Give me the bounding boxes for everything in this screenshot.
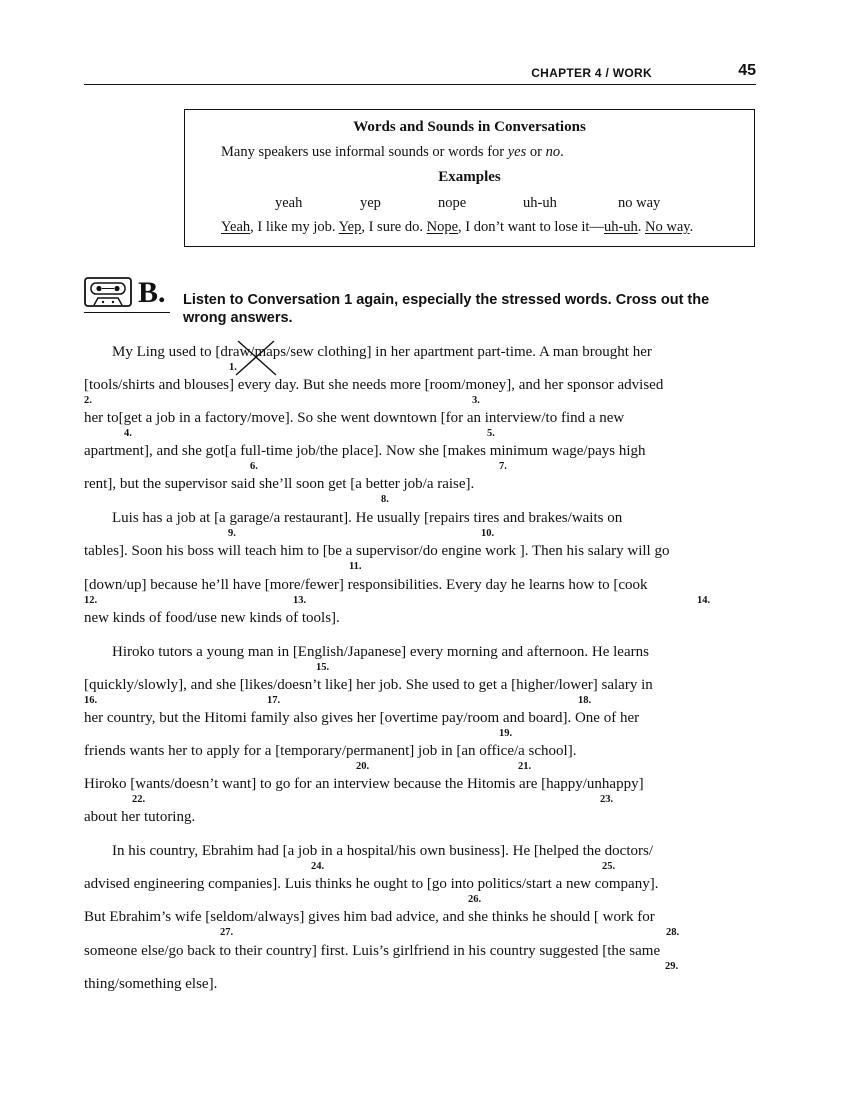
exercise-line: Luis has a job at [a garage/a restaurant]. He usually [repairs tires and brakes/waits on <box>112 510 623 526</box>
item-number: 28. <box>666 927 680 938</box>
cassette-tape-icon <box>84 277 132 307</box>
item-number: 20. <box>356 761 370 772</box>
example-word: yep <box>360 195 381 211</box>
item-number: 11. <box>349 561 362 572</box>
example-word: no way <box>618 195 661 211</box>
examples-label: Examples <box>438 169 501 185</box>
item-number: 10. <box>481 528 495 539</box>
item-number: 25. <box>602 861 616 872</box>
exercise-line: advised engineering companies]. Luis thinks he ought to [go into politics/start a new company]. <box>84 876 659 892</box>
exercise-line: someone else/go back to their country] first. Luis’s girlfriend in his country suggested [the same <box>84 943 661 959</box>
exercise-line: But Ebrahim’s wife [seldom/always] gives him bad advice, and she thinks he should [ work for <box>84 909 655 925</box>
exercise-line: My Ling used to [draw/maps/sew clothing] in her apartment part-time. A man brought her <box>112 344 652 360</box>
item-number: 24. <box>311 861 325 872</box>
item-number: 1. <box>229 362 237 373</box>
item-number: 17. <box>267 695 281 706</box>
item-number: 18. <box>578 695 592 706</box>
chapter-label: CHAPTER 4 / WORK <box>531 66 652 80</box>
exercise-line: In his country, Ebrahim had [a job in a hospital/his own business]. He [helped the doctors/ <box>112 843 654 859</box>
item-number: 16. <box>84 695 98 706</box>
item-number: 3. <box>472 395 480 406</box>
item-number: 4. <box>124 428 132 439</box>
exercise-line: [quickly/slowly], and she [likes/doesn’t like] her job. She used to get a [higher/lower] salary in <box>84 677 653 693</box>
item-number: 8. <box>381 494 389 505</box>
exercise-line: her country, but the Hitomi family also gives her [overtime pay/room and board]. One of her <box>84 710 640 726</box>
item-number: 26. <box>468 894 482 905</box>
item-number: 15. <box>316 662 330 673</box>
running-header <box>84 62 756 85</box>
instructions: Listen to Conversation 1 again, especially the stressed words. Cross out the <box>183 292 710 308</box>
exercise-line: tables]. Soon his boss will teach him to [be a supervisor/do engine work ]. Then his salary will go <box>84 543 670 559</box>
item-number: 19. <box>499 728 513 739</box>
exercise-line: Hiroko [wants/doesn’t want] to go for an interview because the Hitomis are [happy/unhappy] <box>84 776 644 792</box>
example-word: nope <box>438 195 467 211</box>
item-number: 6. <box>250 461 258 472</box>
item-number: 21. <box>518 761 532 772</box>
exercise-line: about her tutoring. <box>84 809 196 825</box>
example-word: yeah <box>275 195 303 211</box>
item-number: 27. <box>220 927 234 938</box>
exercise-line: new kinds of food/use new kinds of tools]. <box>84 610 340 626</box>
exercise-line: [tools/shirts and blouses] every day. But she needs more [room/money], and her sponsor advised <box>84 377 664 393</box>
item-number: 5. <box>487 428 495 439</box>
exercise-line: thing/something else]. <box>84 976 218 992</box>
example-sentence: Yeah, I like my job. Yep, I sure do. Nope, I don’t want to lose it—uh-uh. No way. <box>221 219 694 235</box>
exercise-line: her to[get a job in a factory/move]. So she went downtown [for an interview/to find a new <box>84 410 625 426</box>
exercise-line: Hiroko tutors a young man in [English/Japanese] every morning and afternoon. He learns <box>112 644 649 660</box>
section-rule <box>84 312 170 313</box>
item-number: 9. <box>228 528 236 539</box>
item-number: 13. <box>293 595 307 606</box>
item-number: 12. <box>84 595 98 606</box>
note-box <box>184 109 755 247</box>
item-number: 2. <box>84 395 92 406</box>
section-letter: B. <box>138 276 166 309</box>
exercise-line: [down/up] because he’ll have [more/fewer] responsibilities. Every day he learns how to [cook <box>84 577 648 593</box>
instructions: wrong answers. <box>183 310 293 326</box>
cross-out-mark <box>232 340 280 376</box>
item-number: 7. <box>499 461 507 472</box>
item-number: 29. <box>665 961 679 972</box>
item-number: 23. <box>600 794 614 805</box>
note-title: Words and Sounds in Conversations <box>353 119 586 135</box>
example-word: uh-uh <box>523 195 557 211</box>
exercise-line: apartment], and she got[a full-time job/the place]. Now she [makes minimum wage/pays high <box>84 443 646 459</box>
page-number: 45 <box>738 62 756 79</box>
exercise-line: rent], but the supervisor said she’ll soon get [a better job/a raise]. <box>84 476 475 492</box>
item-number: 22. <box>132 794 146 805</box>
exercise-line: friends wants her to apply for a [temporary/permanent] job in [an office/a school]. <box>84 743 577 759</box>
item-number: 14. <box>697 595 711 606</box>
note-text: Many speakers use informal sounds or words for yes or no. <box>221 144 564 160</box>
